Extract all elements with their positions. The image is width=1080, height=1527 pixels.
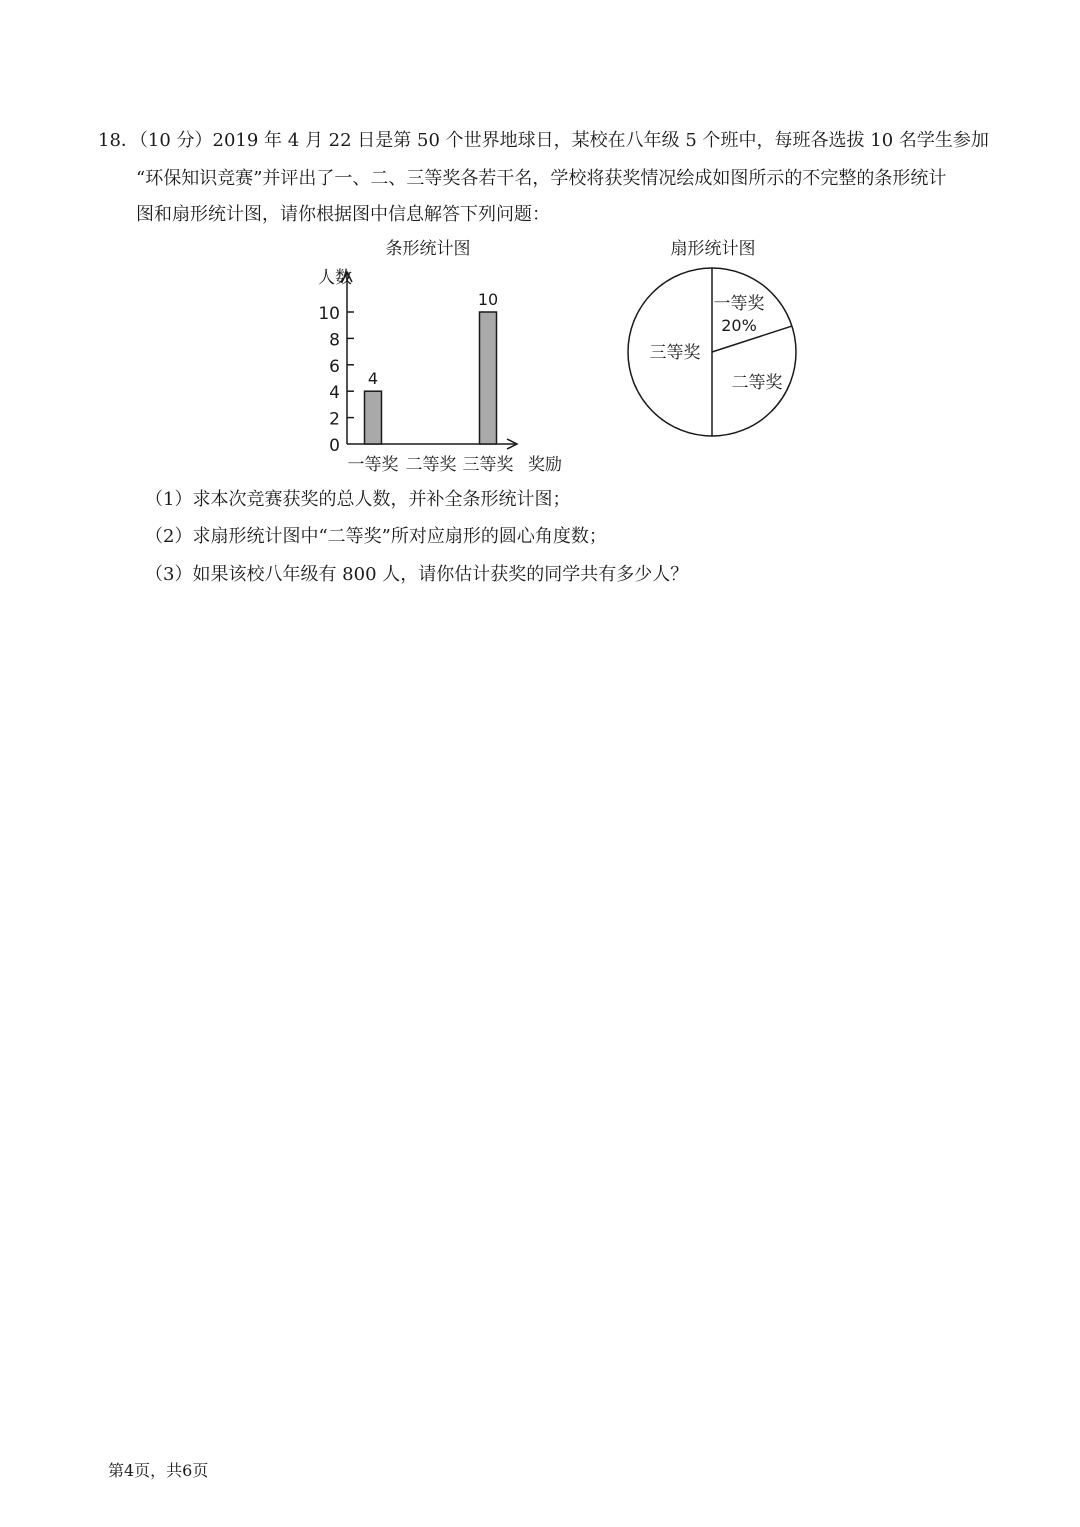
subquestion-3: （3）如果该校八年级有 800 人，请你估计获奖的同学共有多少人？ [145, 564, 689, 585]
bar [365, 391, 382, 444]
question-line-1: 18．（10 分）2019 年 4 月 22 日是第 50 个世界地球日，某校在八年级 5 个班中，每班各选拔 10 名学生参加 [98, 130, 989, 151]
bar-chart-title: 条形统计图 [385, 239, 471, 259]
pie-value-first: 20% [721, 316, 757, 335]
bar-data-label: 10 [477, 290, 499, 309]
bar-data-label: 4 [367, 369, 379, 389]
subquestion-1: （1）求本次竞赛获奖的总人数，并补全条形统计图； [145, 489, 571, 510]
page-footer: 第4页，共6页 [108, 1461, 209, 1480]
x-category-label: 二等奖 [405, 455, 457, 475]
y-tick-label: 2 [329, 409, 340, 430]
y-tick-label: 4 [329, 383, 340, 404]
bar-chart [300, 230, 580, 480]
subquestion-2: （2）求扇形统计图中“二等奖”所对应扇形的圆心角度数； [145, 526, 607, 547]
pie-label-first: 一等奖 [713, 294, 765, 314]
x-category-label: 一等奖 [347, 455, 399, 475]
pie-label-second: 二等奖 [731, 373, 783, 393]
pie-chart [615, 230, 815, 450]
question-line-2: “环保知识竞赛”并评出了一、二、三等奖各若干名，学校将获奖情况绘成如图所示的不完整的条形统计 [136, 168, 947, 189]
y-tick-label: 0 [329, 436, 340, 456]
bar-chart-ylabel: 人数 [318, 268, 352, 288]
x-category-label: 三等奖 [462, 455, 514, 475]
bar-chart-xlabel: 奖励 [528, 455, 562, 475]
pie-chart-title: 扇形统计图 [670, 239, 756, 259]
y-tick-label: 10 [318, 304, 340, 324]
bar [480, 312, 497, 444]
y-tick-label: 6 [329, 356, 340, 377]
y-tick-label: 8 [329, 330, 340, 351]
pie-label-third: 三等奖 [649, 343, 701, 363]
question-line-3: 图和扇形统计图，请你根据图中信息解答下列问题： [136, 204, 550, 225]
